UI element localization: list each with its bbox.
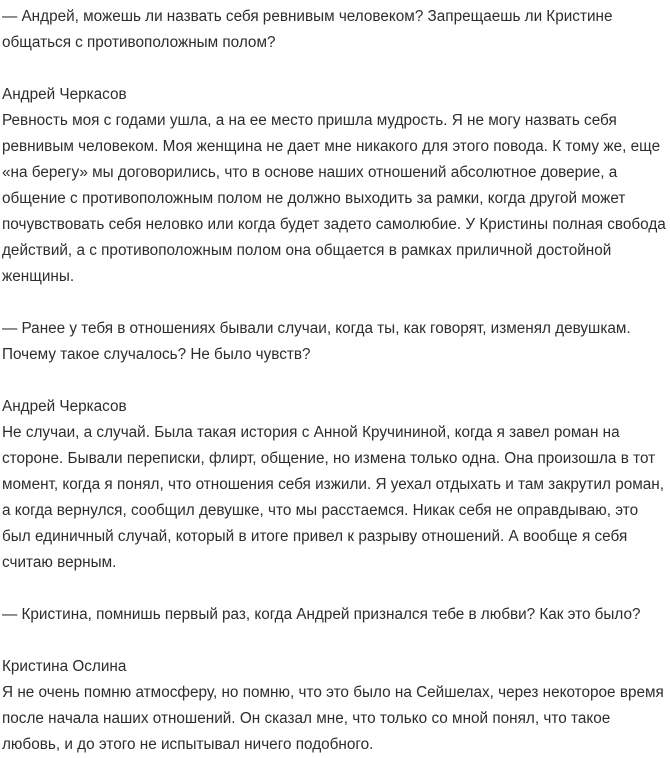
interview-question: — Андрей, можешь ли назвать себя ревнивым человеком? Запрещаешь ли Кристине общаться с противоположным полом? xyxy=(2,8,613,51)
speaker-name-andrey-cherkasov: Андрей Черкасов xyxy=(2,86,127,103)
interview-question: — Ранее у тебя в отношениях бывали случаи, когда ты, как говорят, изменял девушкам. Почему такое случалось? Не было чувств? xyxy=(2,320,631,363)
speaker-name-kristina-oslina: Кристина Ослина xyxy=(2,658,127,675)
interview-answer: Не случаи, а случай. Была такая история с Анной Кручининой, когда я завел роман на стороне. Бывали переписки, флирт, общение, но измена только одна. Она произошла в тот момент, когда я понял, что отношения себя изжили. Я уехал отдыхать и там закрутил роман, а когда вернулся, сообщил девушке, что мы расстаемся. Никак себя не оправдываю, это был единичный случай, который в итоге привел к разрыву отношений. А вообще я себя считаю верным. xyxy=(2,424,664,571)
interview-question: — Кристина, помнишь первый раз, когда Андрей признался тебе в любви? Как это было? xyxy=(2,606,641,623)
interview-answer: Я не очень помню атмосферу, но помню, что это было на Сейшелах, через некоторое время после начала наших отношений. Он сказал мне, что только со мной понял, что такое любовь, и до этого не испытывал ничего подобного. xyxy=(2,684,664,753)
speaker-name-andrey-cherkasov: Андрей Черкасов xyxy=(2,398,127,415)
interview-answer: Ревность моя с годами ушла, а на ее место пришла мудрость. Я не могу назвать себя ревнивым человеком. Моя женщина не дает мне никакого для этого повода. К тому же, еще «на берегу» мы договорились, что в основе наших отношений абсолютное доверие, а общение с противоположным полом не должно выходить за рамки, когда другой может почувствовать себя неловко или когда будет задето самолюбие. У Кристины полная свобода действий, а с противоположным полом она общается в рамках приличной достойной женщины. xyxy=(2,112,666,285)
